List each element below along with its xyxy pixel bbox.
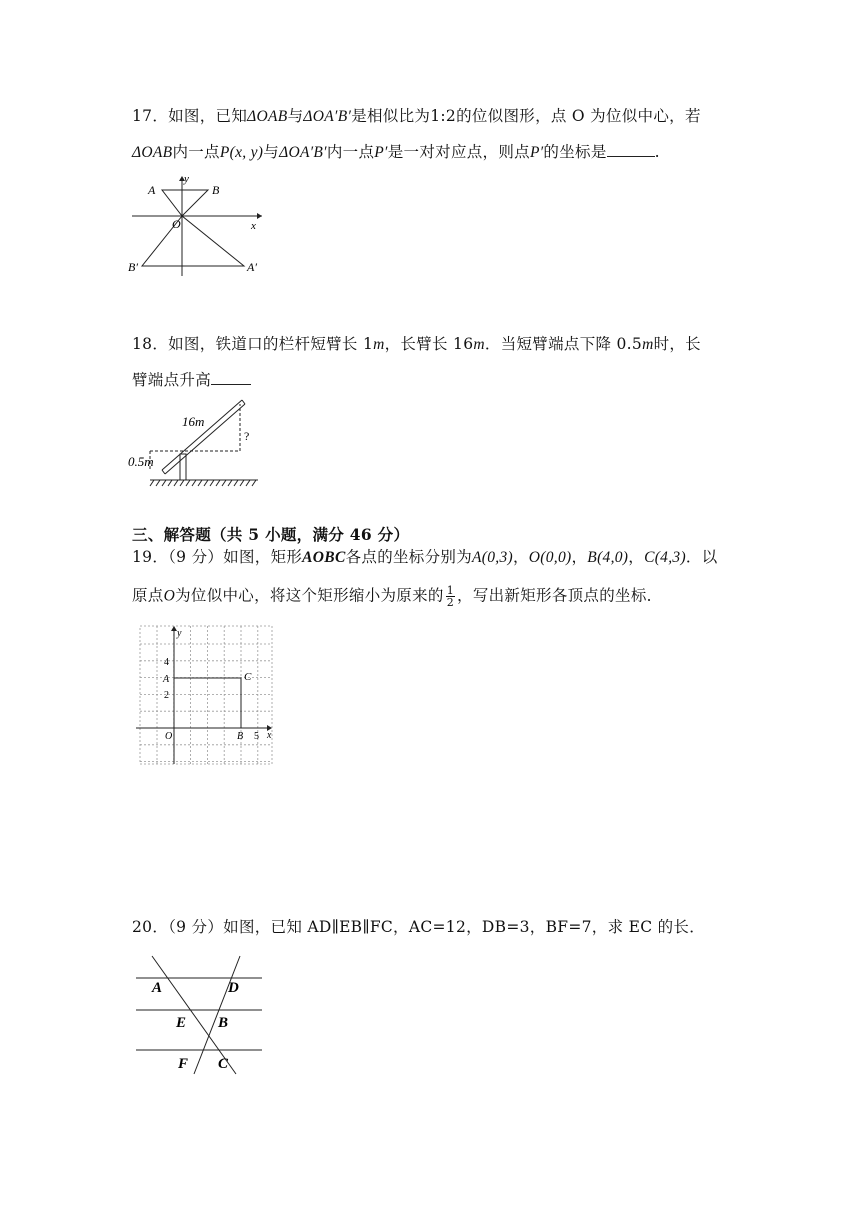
point-label: P(x, y)	[219, 144, 264, 161]
fig-label-O: O	[165, 731, 173, 742]
q19-text: ，写出新矩形各顶点的坐标．	[457, 586, 663, 605]
q19-text: （9 分）如图，矩形	[168, 548, 303, 566]
q17-line-1	[132, 106, 701, 127]
fig-label-B: B	[218, 1015, 229, 1031]
fig-label-y: y	[184, 173, 189, 185]
q17-text: 与	[263, 143, 280, 161]
q18-text: ，长臂长 16	[384, 335, 474, 353]
triangle-label: ΔOAB	[132, 144, 173, 161]
q19-text: 为位似中心，将这个矩形缩小为原来的	[175, 586, 444, 605]
answer-blank[interactable]	[607, 142, 655, 157]
q19-text: ，	[512, 548, 529, 566]
fraction	[446, 585, 455, 608]
fig-label-B: B	[212, 183, 220, 197]
fraction-numerator: 1	[446, 584, 455, 597]
fig-label-long-arm: 16m	[182, 414, 205, 429]
fig-label-B-prime: B′	[128, 260, 138, 274]
fig-label-short-drop: 0.5m	[128, 454, 154, 469]
point-label: P′	[529, 144, 544, 161]
fig-label-D: D	[228, 980, 239, 996]
point-label: C(4,3)	[644, 549, 686, 566]
q19-text: ，	[571, 548, 588, 566]
tick-label-2: 2	[164, 690, 169, 701]
q17-text: 与	[287, 107, 304, 125]
q17-text: 内一点	[172, 143, 220, 161]
tick-label-4: 4	[164, 657, 169, 668]
fig-label-A: A	[152, 980, 163, 996]
q20-line-1: 20．（9 分）如图，已知 AD∥EB∥FC，AC=12，DB=3，BF=7，求 EC 的长．	[132, 918, 706, 936]
fig-label-question: ?	[244, 429, 250, 443]
q18-text: 如图，铁道口的栏杆短臂长 1	[168, 335, 374, 353]
q18-line-1	[132, 334, 701, 355]
fig-label-x: x	[267, 730, 272, 741]
q19-figure	[136, 624, 276, 766]
point-label: A(0,3)	[472, 549, 513, 566]
point-label: O(0,0)	[528, 549, 572, 566]
q19-text: ，	[628, 548, 645, 566]
q18-text: 时，长	[653, 335, 701, 353]
unit: m	[473, 336, 485, 353]
q17-text: 如图，已知	[168, 107, 248, 125]
q18-text: ．当短臂端点下降 0.5	[484, 335, 643, 353]
q19-line-1	[132, 547, 718, 568]
triangle-label: ΔOA′B′	[279, 144, 327, 161]
fig-label-C: C	[244, 671, 252, 683]
unit: m	[642, 336, 654, 353]
q17-text: 的位似图形，点 O 为位似中心，若	[456, 107, 701, 125]
question-number: 18．	[132, 335, 169, 353]
point-label: P′	[374, 144, 388, 161]
fig-label-A-prime: A′	[247, 260, 257, 274]
q17-text: 的坐标是	[543, 143, 607, 161]
triangle-label: ΔOAB	[247, 108, 288, 125]
q18-figure	[128, 394, 260, 492]
q19-text: ．以	[685, 548, 718, 566]
ratio: 1:2	[430, 107, 457, 125]
unit: m	[373, 336, 385, 353]
section-heading: 三、解答题（共 5 小题，满分 46 分）	[132, 525, 410, 544]
q18-text: 臂端点升高	[132, 371, 212, 389]
q17-figure	[128, 170, 268, 280]
point-label: B(4,0)	[587, 549, 629, 566]
fig-label-F: F	[178, 1056, 189, 1072]
point-label: O	[163, 587, 176, 605]
fig-label-y: y	[177, 628, 182, 639]
fig-label-A: A	[163, 674, 170, 685]
q18-line-2	[132, 370, 251, 390]
q17-line-2	[132, 142, 660, 163]
fraction-denominator: 2	[446, 596, 455, 609]
fig-label-C: C	[218, 1056, 229, 1072]
fig-label-O: O	[172, 217, 181, 231]
q20-figure	[132, 950, 266, 1076]
q19-line-2	[132, 585, 662, 608]
answer-blank[interactable]	[211, 370, 251, 385]
q17-text: 是一对对应点，则点	[387, 143, 530, 161]
q17-text: 内一点	[326, 143, 375, 161]
fig-label-E: E	[176, 1015, 187, 1031]
fig-label-B: B	[237, 731, 244, 742]
triangle-label: ΔOA′B′	[303, 108, 352, 125]
fig-label-x: x	[251, 220, 256, 232]
fig-label-A: A	[148, 183, 156, 197]
q17-text: 是相似比为	[351, 107, 431, 125]
rectangle-label: AOBC	[302, 549, 346, 566]
q19-text: 原点	[132, 586, 164, 605]
question-number: 17．	[132, 107, 169, 125]
q19-text: 各点的坐标分别为	[345, 548, 472, 566]
tick-label-5: 5	[254, 731, 259, 742]
question-number: 19．	[132, 548, 169, 566]
q17-text: .	[654, 143, 660, 161]
